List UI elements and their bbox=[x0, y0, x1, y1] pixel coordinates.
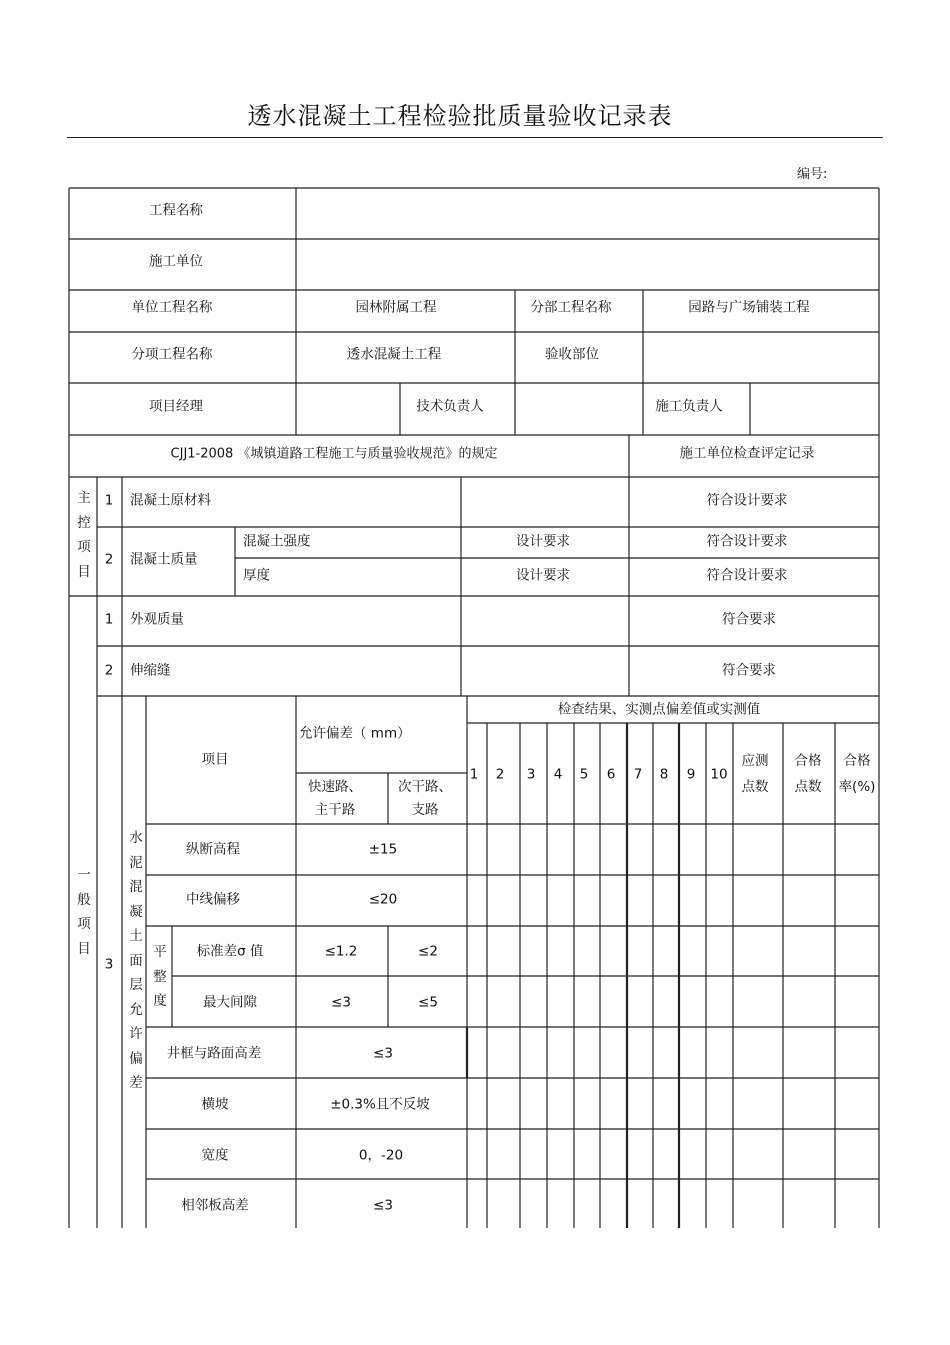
general-item-1-result: 符合要求 bbox=[722, 611, 776, 628]
main-sub-1-requirement: 设计要求 bbox=[516, 533, 570, 550]
main-item-1-result: 符合设计要求 bbox=[706, 492, 788, 509]
point-number: 5 bbox=[579, 766, 589, 783]
standard-reference: CJJ1-2008 《城镇道路工程施工与质量验收规范》的规定 bbox=[170, 446, 498, 462]
general-item-2-no: 2 bbox=[104, 662, 114, 679]
row-profile-elevation-name: 纵断高程 bbox=[186, 841, 240, 858]
unit-project-value: 园林附属工程 bbox=[355, 299, 437, 316]
tech-lead-label: 技术负责人 bbox=[416, 398, 484, 415]
row-well-frame-name: 井框与路面高差 bbox=[166, 1045, 262, 1062]
point-number: 1 bbox=[469, 766, 479, 783]
general-item-1-name: 外观质量 bbox=[130, 611, 184, 628]
row-max-gap-tolerance-a: ≤3 bbox=[331, 994, 351, 1011]
point-number: 10 bbox=[710, 766, 728, 783]
division-value: 园路与广场铺装工程 bbox=[688, 299, 810, 316]
general-item-2-result: 符合要求 bbox=[722, 662, 776, 679]
subitem-value: 透水混凝土工程 bbox=[346, 346, 442, 363]
acceptance-part-label: 验收部位 bbox=[545, 346, 599, 363]
main-control-group-label: 主控项目 bbox=[77, 490, 91, 580]
general-item-3-no: 3 bbox=[104, 956, 114, 973]
project-manager-label: 项目经理 bbox=[149, 398, 203, 415]
main-item-2-name: 混凝土质量 bbox=[130, 551, 198, 568]
main-item-1-no: 1 bbox=[104, 492, 114, 509]
point-number: 9 bbox=[686, 766, 696, 783]
point-number: 4 bbox=[553, 766, 563, 783]
row-std-dev-tolerance-a: ≤1.2 bbox=[324, 943, 358, 960]
project-name-label: 工程名称 bbox=[149, 202, 203, 219]
main-item-1-name: 混凝土原材料 bbox=[130, 492, 211, 509]
row-profile-elevation-tolerance: ±15 bbox=[368, 841, 398, 858]
general-group-label: 一般项目 bbox=[77, 867, 91, 957]
concrete-deviation-label: 水泥混凝土面层允许偏差 bbox=[129, 830, 143, 1091]
row-well-frame-tolerance: ≤3 bbox=[373, 1045, 393, 1062]
point-number: 7 bbox=[633, 766, 643, 783]
row-width-tolerance: 0，-20 bbox=[358, 1147, 404, 1164]
pass-rate-header: 合格率(%) bbox=[838, 753, 876, 795]
flatness-group-label: 平整度 bbox=[153, 944, 167, 1009]
tolerance-header: 允许偏差（ mm） bbox=[299, 725, 411, 742]
row-cross-slope-name: 横坡 bbox=[201, 1096, 229, 1113]
pass-points-header: 合格点数 bbox=[794, 753, 822, 795]
row-max-gap-tolerance-b: ≤5 bbox=[418, 994, 438, 1011]
main-sub-1-name: 混凝土强度 bbox=[243, 533, 311, 550]
general-item-2-name: 伸缩缝 bbox=[130, 662, 171, 679]
main-sub-2-requirement: 设计要求 bbox=[516, 567, 570, 584]
row-std-dev-name: 标准差σ 值 bbox=[196, 943, 264, 960]
row-centerline-name: 中线偏移 bbox=[186, 891, 240, 908]
main-item-2-no: 2 bbox=[104, 551, 114, 568]
main-sub-2-result: 符合设计要求 bbox=[706, 567, 788, 584]
expected-points-header: 应测点数 bbox=[741, 753, 769, 795]
page-title: 透水混凝土工程检验批质量验收记录表 bbox=[247, 102, 673, 130]
row-width-name: 宽度 bbox=[201, 1147, 229, 1164]
results-header: 检查结果、实测点偏差值或实测值 bbox=[557, 701, 761, 718]
deviation-item-header: 项目 bbox=[201, 751, 229, 768]
subitem-label: 分项工程名称 bbox=[131, 346, 213, 363]
row-adjacent-slab-name: 相邻板高差 bbox=[181, 1197, 249, 1214]
row-std-dev-tolerance-b: ≤2 bbox=[418, 943, 438, 960]
row-max-gap-name: 最大间隙 bbox=[203, 994, 257, 1011]
secondary-road-column-header: 次干路、支路 bbox=[398, 779, 452, 818]
construction-lead-label: 施工负责人 bbox=[655, 398, 723, 415]
check-record-header: 施工单位检查评定记录 bbox=[679, 445, 815, 462]
row-cross-slope-tolerance: ±0.3%且不反坡 bbox=[330, 1096, 430, 1113]
expressway-column-header: 快速路、主干路 bbox=[308, 779, 362, 818]
unit-project-label: 单位工程名称 bbox=[131, 299, 213, 316]
point-number: 3 bbox=[526, 766, 536, 783]
row-centerline-tolerance: ≤20 bbox=[368, 891, 398, 908]
construction-unit-label: 施工单位 bbox=[149, 253, 203, 270]
row-adjacent-slab-tolerance: ≤3 bbox=[373, 1197, 393, 1214]
main-sub-2-name: 厚度 bbox=[243, 567, 270, 584]
point-number: 2 bbox=[495, 766, 505, 783]
general-item-1-no: 1 bbox=[104, 611, 114, 628]
point-number: 8 bbox=[659, 766, 669, 783]
main-sub-1-result: 符合设计要求 bbox=[706, 533, 788, 550]
point-number: 6 bbox=[606, 766, 616, 783]
document-number-label: 编号: bbox=[797, 167, 828, 182]
division-label: 分部工程名称 bbox=[530, 299, 612, 316]
